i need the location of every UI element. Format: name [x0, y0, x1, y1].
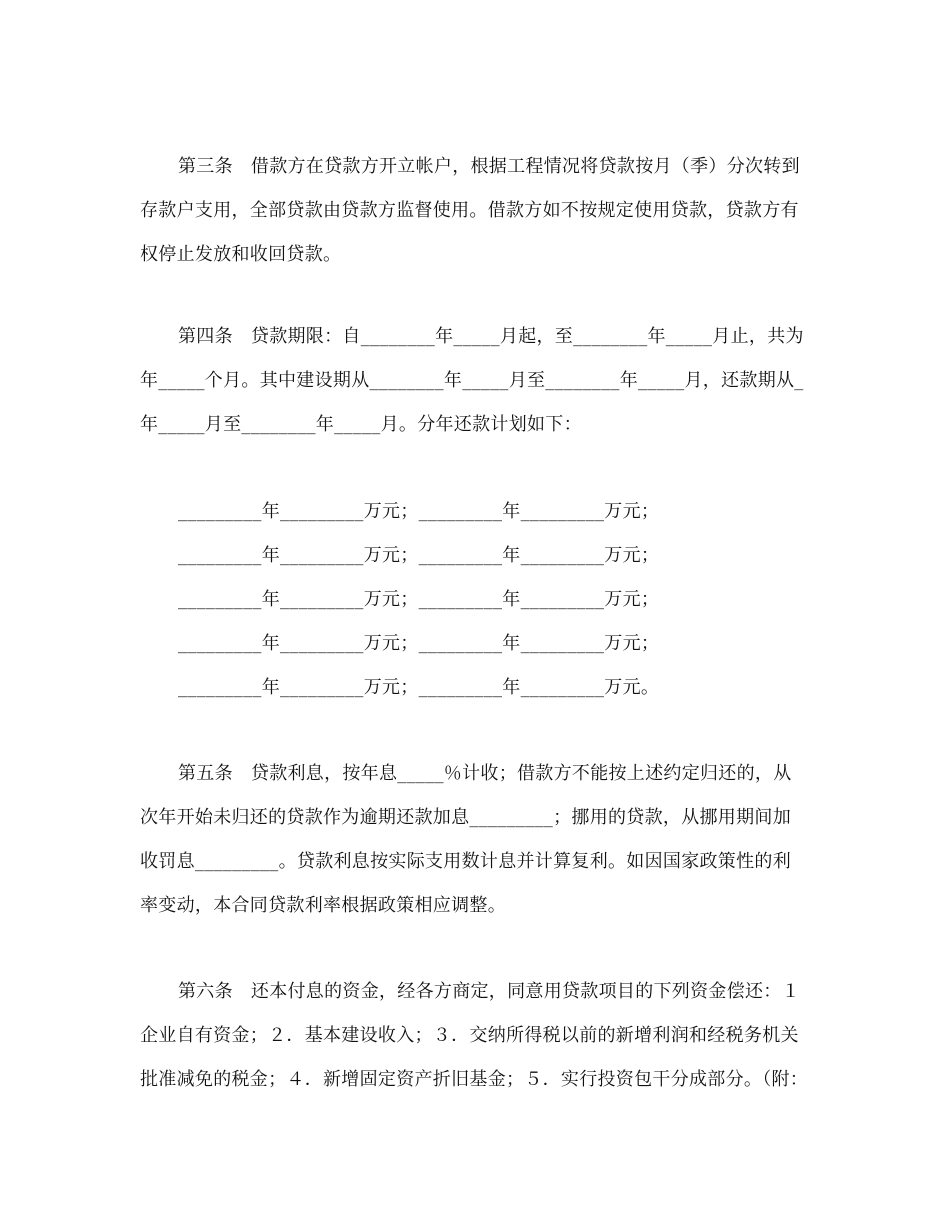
schedule-row-3: _________年_________万元；_________年_________万元；: [178, 589, 660, 610]
article3-line-1: [178, 155, 868, 179]
article3-text-1: 借款方在贷款方开立帐户，根据工程情况将贷款按月（季）分次转到: [250, 156, 800, 177]
article3-line-2: 存款户支用，全部贷款由贷款方监督使用。借款方如不按规定使用贷款，贷款方有: [140, 200, 799, 221]
article5-line-4: 率变动，本合同贷款利率根据政策相应调整。: [140, 895, 506, 916]
article5-line-1: [178, 762, 868, 786]
article4-line-2: 年_____个月。其中建设期从________年_____月至________年_____月，还款期从_: [140, 370, 804, 391]
article6-text-1: 还本付息的资金，经各方商定，同意用贷款项目的下列资金偿还：１: [250, 981, 800, 1002]
article3-label: 第三条: [178, 156, 233, 177]
schedule-row-5: _________年_________万元；_________年_________万元。: [178, 677, 660, 698]
article4-text-1: 贷款期限：自________年_____月起，至________年_____月止，共为: [250, 326, 804, 347]
article6-line-3: 批准减免的税金；４．新增固定资产折旧基金；５．实行投资包干分成部分。（附：: [140, 1069, 809, 1090]
article5-line-2: 次年开始未归还的贷款作为逾期还款加息_________；挪用的贷款，从挪用期间加: [140, 807, 791, 828]
schedule-row-1: _________年_________万元；_________年_________万元；: [178, 501, 660, 522]
article6-line-1: [178, 980, 868, 1004]
article5-label: 第五条: [178, 763, 233, 784]
schedule-row-4: _________年_________万元；_________年_________万元；: [178, 633, 660, 654]
article5-text-1: 贷款利息，按年息_____％计收；借款方不能按上述约定归还的，从: [250, 763, 792, 784]
article3-line-3: 权停止发放和收回贷款。: [140, 244, 342, 265]
article6-line-2: 企业自有资金；２．基本建设收入；３．交纳所得税以前的新增利润和经税务机关: [140, 1025, 799, 1046]
article4-line-1: [178, 325, 868, 349]
article4-line-3: 年_____月至________年_____月。分年还款计划如下：: [140, 414, 582, 435]
article5-line-3: 收罚息_________。贷款利息按实际支用数计息并计算复利。如因国家政策性的利: [140, 851, 791, 872]
article4-label: 第四条: [178, 326, 233, 347]
schedule-row-2: _________年_________万元；_________年_________万元；: [178, 545, 660, 566]
article6-label: 第六条: [178, 981, 233, 1002]
